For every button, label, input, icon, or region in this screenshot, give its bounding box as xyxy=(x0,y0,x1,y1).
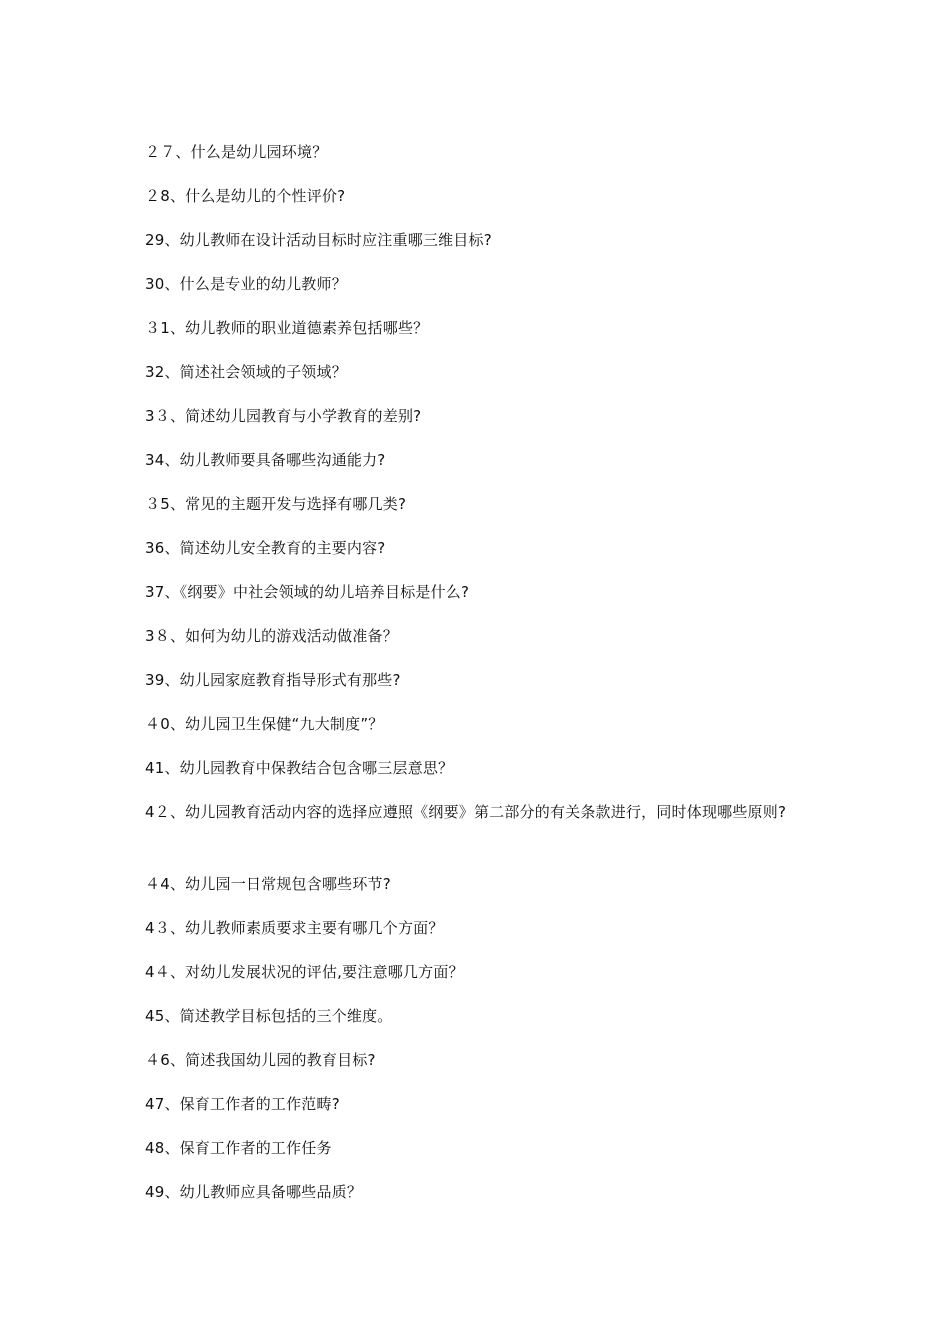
question-30: 30、什么是专业的幼儿教师？ xyxy=(145,275,347,293)
question-46: ４6、简述我国幼儿园的教育目标? xyxy=(145,1051,376,1069)
question-27: ２７、什么是幼儿园环境？ xyxy=(145,143,328,161)
question-47: 47、保育工作者的工作范畴? xyxy=(145,1095,340,1113)
question-28: ２8、什么是幼儿的个性评价? xyxy=(145,187,346,205)
question-32: 32、简述社会领域的子领域？ xyxy=(145,363,347,381)
question-48: 48、保育工作者的工作任务 xyxy=(145,1139,332,1157)
question-44-first: ４4、幼儿园一日常规包含哪些环节? xyxy=(145,875,391,893)
question-40: ４0、幼儿园卫生保健“九大制度”？ xyxy=(145,715,384,733)
question-34: 34、幼儿教师要具备哪些沟通能力? xyxy=(145,451,386,469)
question-42: 4２、幼儿园教育活动内容的选择应遵照《纲要》第二部分的有关条款进行，同时体现哪些原则? xyxy=(145,803,787,821)
question-39: 39、幼儿园家庭教育指导形式有那些? xyxy=(145,671,401,689)
question-37: 37、《纲要》中社会领域的幼儿培养目标是什么? xyxy=(145,583,470,601)
question-33: 3３、简述幼儿园教育与小学教育的差别? xyxy=(145,407,422,425)
question-36: 36、简述幼儿安全教育的主要内容? xyxy=(145,539,386,557)
question-45: 45、简述教学目标包括的三个维度。 xyxy=(145,1007,393,1025)
question-43: 4３、幼儿教师素质要求主要有哪几个方面？ xyxy=(145,919,444,937)
question-29: 29、幼儿教师在设计活动目标时应注重哪三维目标? xyxy=(145,231,492,249)
question-35: ３5、常见的主题开发与选择有哪几类? xyxy=(145,495,407,513)
question-49: 49、幼儿教师应具备哪些品质？ xyxy=(145,1183,363,1201)
question-44-second: 4４、对幼儿发展状况的评估,要注意哪几方面？ xyxy=(145,963,464,981)
question-38: 3８、如何为幼儿的游戏活动做准备？ xyxy=(145,627,398,645)
question-41: 41、幼儿园教育中保教结合包含哪三层意思？ xyxy=(145,759,454,777)
question-31: ３1、幼儿教师的职业道德素养包括哪些？ xyxy=(145,319,429,337)
